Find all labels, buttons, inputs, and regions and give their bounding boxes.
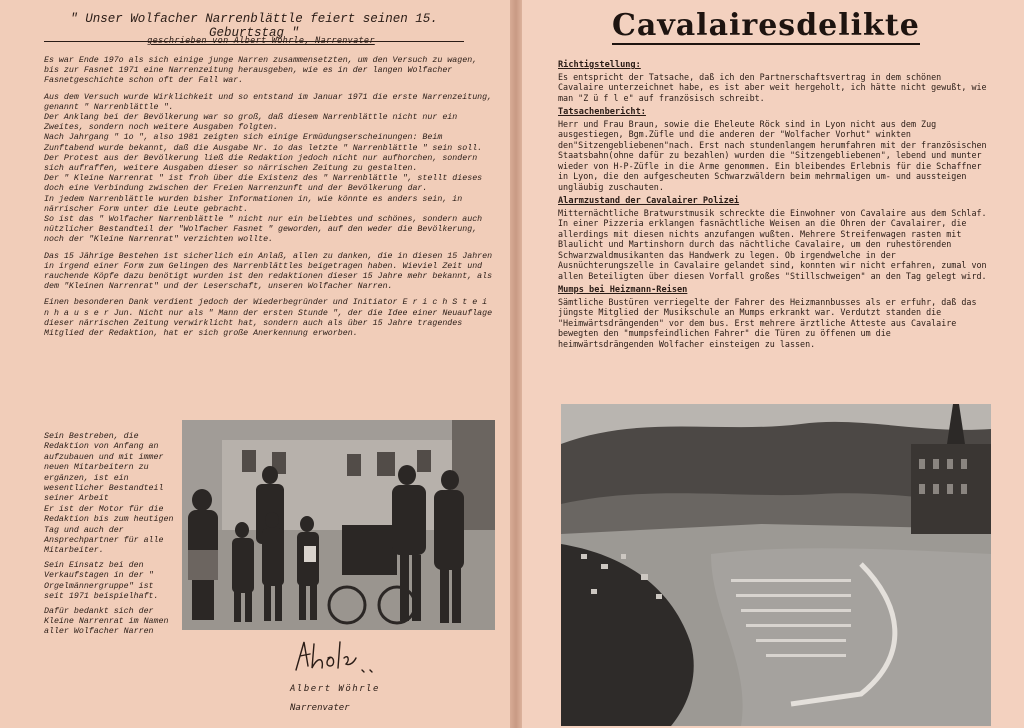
paragraph: Der " Kleine Narrenrat " ist froh über die Existenz des " Narrenblättle ", stellt dieses doch eine Verbindung zwischen der Freien Narrenzunft und der Bevölkerung dar. [44,174,483,194]
signature-role: Narrenvater [290,703,350,713]
paragraph: Es war Ende 197o als sich einige junge Narren zusammensetzten, um den Versuch zu wagen, bis zur Fasnet 1971 eine Narrenzeitung herausgeben, wie es in der langen Wolfacher Fasnetgeschichte schon oft der Fall war. [44,56,478,86]
signature-name: Albert Wöhrle [290,684,380,694]
paragraph: Er ist der Motor für die Redaktion bis zum heutigen Tag und auch der Ansprechpartner für alle Mitarbeiter. [44,504,174,556]
section-text: Es entspricht der Tatsache, daß ich den Partnerschaftsvertrag in dem schönen Cavalaire unterzeichnet habe, es ist aber weit hergeholt, ich hätte nicht gewußt, wie man "Z ü f l e" auf französisch schreibt. [558,71,987,103]
paragraph: Das 15 Jährige Bestehen ist sicherlich ein Anlaß, allen zu danken, die in diesen 15 Jahren in irgend einer Form zum Gelingen des Narrenblättles beigetragen haben. Wieviel Zeit und rauchende Köpfe dazu benötigt wurden ist den redaktionen dieser 15 Jahre mehr bekannt, als dem "Kleinen Narrenrat" und der Leserschaft, unseren Wolfacher Narren. [44,251,493,292]
paragraph: Der Anklang bei der Bevölkerung war so groß, daß diesem Narrenblättle nicht nur ein Zweites, sondern noch weitere Ausgaben folgten. [44,113,458,133]
left-article-body [44,56,496,345]
paragraph: Einen besonderen Dank verdient jedoch der Wiederbegründer und Initiator E r i c h S t e i n h a u s e r Jun. Nicht nur als " Mann der ersten Stunde ", der die Idee einer Neuauflage dieser närrischen Zeitung verwirklicht hat, sondern auch als über 15 Jahre tragendes Mitglied der Redaktion, hat er sich große Anerkennung erworben. [44,298,493,339]
signature-image [290,636,400,676]
left-article-byline: geschrieben von Albert Wöhrle, Narrenvater [147,36,375,46]
paragraph: Aus dem Versuch wurde Wirklichkeit und so entstand im Januar 1971 die erste Narrenzeitung, genannt " Narrenblättle ". [44,92,493,112]
left-page [0,0,510,728]
section-text: Mitternächtliche Bratwurstmusik schreckte die Einwohner von Cavalaire aus dem Schlaf. In einer Pizzeria erklangen fasnächtliche Weisen an die Ohren der Cavalairer, die allerdings mit diesen nichts anzufangen wußten. Mehrere Streifenwagen rasten mit Blaulicht und Martinshorn durch das nächtliche Cavalaire, um den ruhestörenden Schwarzwaldmusikanten das Handwerk zu legen. Ob irgendwelche in der Ausnüchterungszelle in Cavalaire gelandet sind, konnten wir nicht erfahren, zumal von allen Beteiligten über diesen Vorfall großes "Stillschweigen" an den Tag gelegt wird. [558,207,987,281]
cavalaire-harbor-photo [561,404,991,726]
left-side-column [44,432,178,642]
section-heading: Richtigstellung: [558,60,641,70]
section-heading: Alarmzustand der Cavalairer Polizei [558,196,740,206]
section-heading: Mumps bei Heizmann-Reisen [558,285,688,295]
paragraph: Nach Jahrgang " 1o ", also 1981 zeigten sich einige Ermüdungserscheinungen: Beim Zunftabend wurde bekannt, daß die Ausgabe Nr. 1o das letzte " Narrenblättle " sein soll. [44,133,483,153]
paragraph: Sein Bestreben, die Redaktion von Anfang an aufzubauen und mit immer neuen Mitarbeitern zu ergänzen, ist ein wesentlicher Bestandteil seiner Arbeit [44,432,164,504]
street-organ-photo [182,420,495,630]
section-text: Sämtliche Bustüren verriegelte der Fahrer des Heizmannbusses als er erfuhr, daß das jüngste Mitglied der Musikschule an Mumps erkrankt war. Verdutzt standen die "Heimwärtsdrängenden" vor dem bus. Erst mehrere ärztliche Atteste aus Cavalaire bewegten den "mumpsfeindlichen Fahrer" die Türen zu öffenen um die heimwärtsdrängenden Wolfacher einsteigen zu lassen. [558,296,977,349]
paragraph: Der Protest aus der Bevölkerung ließ die Redaktion jedoch nicht nur aufhorchen, sondern sich aufraffen, weitere Ausgaben dieser so närrischen Zeitung zu gestalten. [44,153,478,174]
paragraph: Sein Einsatz bei den Verkaufstagen in der " Orgelmännergruppe" ist seit 1971 beispielhaft. [44,560,159,602]
paragraph: Dafür bedankt sich der Kleine Narrenrat im Namen aller Wolfacher Narren [44,606,169,637]
paragraph: In jedem Narrenblättle wurden bisher Informationen in, wie könnte es anders sein, in närrischer Form unter die Leute gebracht. [44,194,463,214]
page-gutter [510,0,522,728]
section-text: Herr und Frau Braun, sowie die Eheleute Röck sind in Lyon nicht aus dem Zug ausgestiegen, Bgm.Züfle und die anderen der "Wolfacher Vorhut" winkten den"Sitzengebliebenen"nach. Erst nach stundenlangem herumfahren mit der französischen Staatsbahn(ohne dafür zu bezahlen) wurden die "Sitzengebliebenen", lebend und munter wieder von H-P-Züfle in die Arme genommen. Ein bleibendes Erlebnis für die Schaffner in Lyon, die den aufgescheuten Schwarzwäldern beim mehrmaligen um- und aussteigen ungläubig zuschauten. [558,118,987,192]
section-heading: Tatsachenbericht: [558,107,646,117]
right-article-body [558,56,990,351]
right-article-title: Cavalairesdelikte [612,8,920,43]
paragraph: So ist das " Wolfacher Narrenblättle " nicht nur ein beliebtes und schönes, sondern auch nützlicher Bestandteil der "Wolfacher Fasnet " geworden, auf den weder die Bevölkerung, noch der "Kleine Narrenrat" verzichten wollte. [44,215,483,245]
left-article-title: " Unser Wolfacher Narrenblättle feiert seinen 15. Geburtstag " [44,12,464,42]
